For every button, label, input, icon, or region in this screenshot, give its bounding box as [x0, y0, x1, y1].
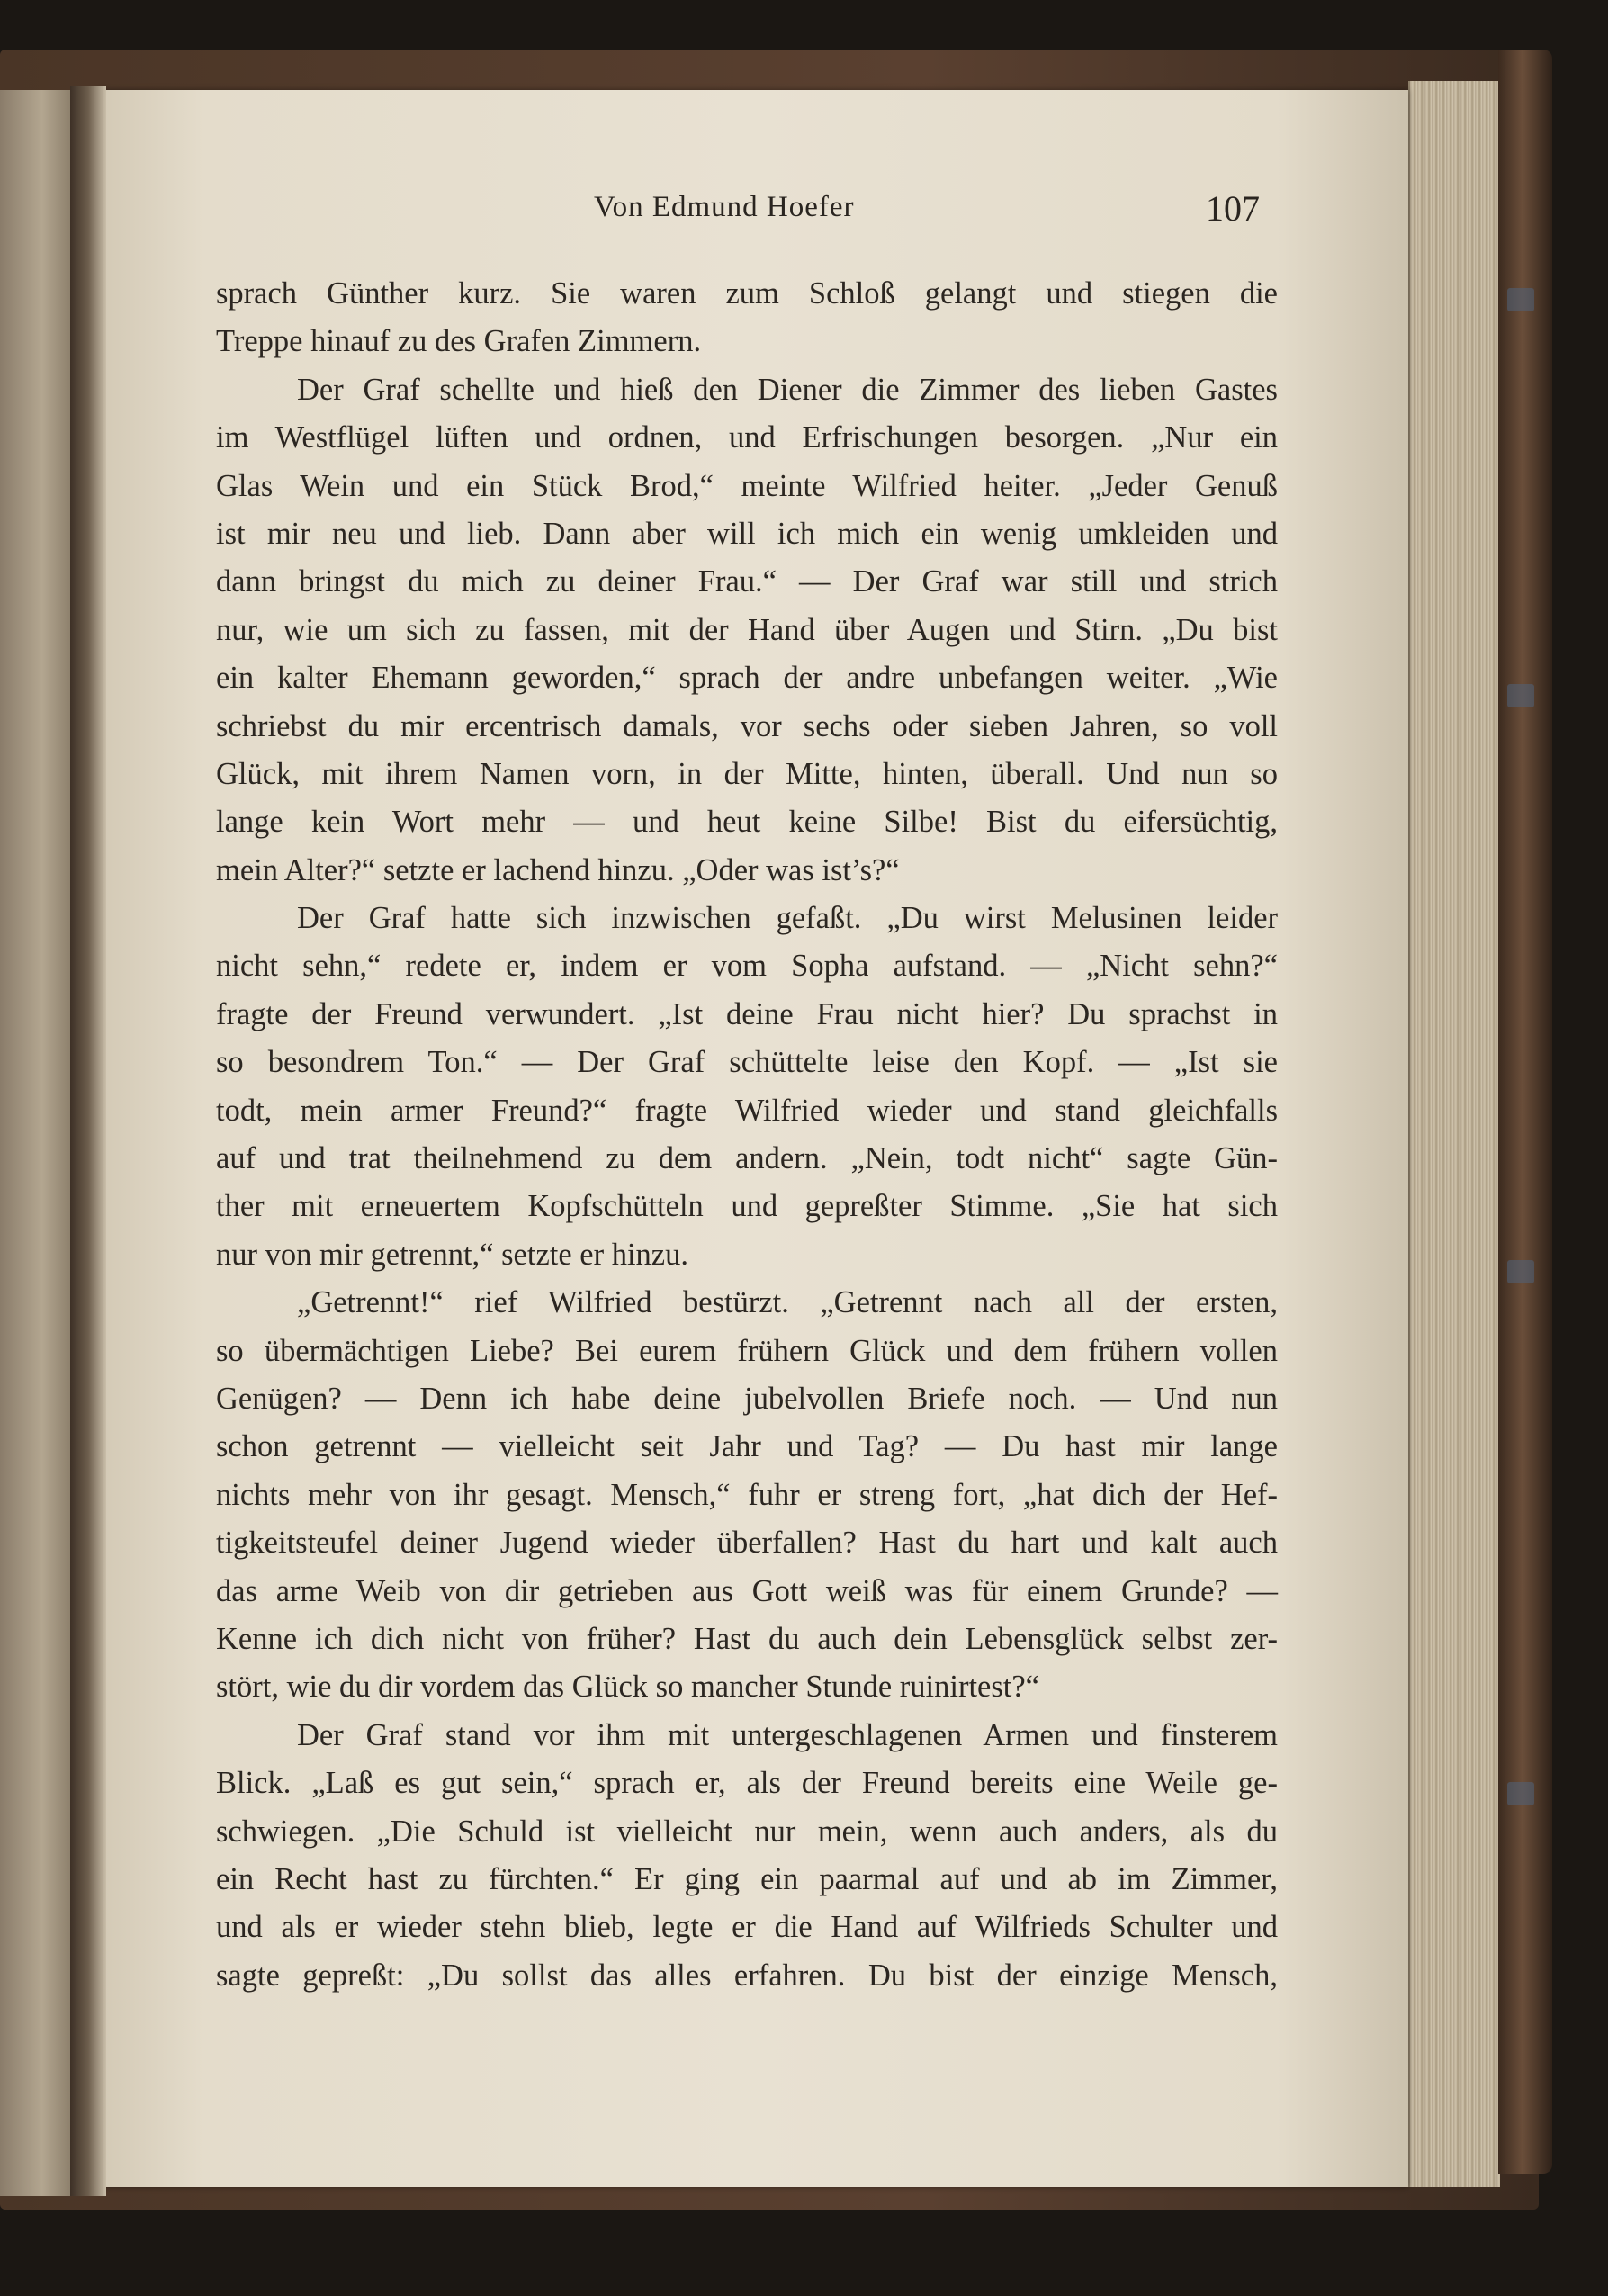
text-line: nur von mir getrennt,“ setzte er hinzu. [216, 1237, 688, 1272]
text-line: dann bringst du mich zu deiner Frau.“ — Der Graf war still und strich [216, 564, 1278, 599]
text-line: Der Graf hatte sich inzwischen gefaßt. „Du wirst Melusinen leider [297, 901, 1278, 936]
text-line: nichts mehr von ihr gesagt. Mensch,“ fuhr er streng fort, „hat dich der Hef- [216, 1477, 1278, 1512]
text-line: auf und trat theilnehmend zu dem andern. „Nein, todt nicht“ sagte Gün- [216, 1141, 1278, 1176]
text-line: im Westflügel lüften und ordnen, und Erfrischungen besorgen. „Nur ein [216, 420, 1278, 455]
running-head: Von Edmund Hoefer [594, 191, 855, 223]
left-page-edge [0, 90, 70, 2196]
text-line: Genügen? — Denn ich habe deine jubelvollen Briefe noch. — Und nun [216, 1381, 1278, 1416]
text-line: todt, mein armer Freund?“ fragte Wilfried wieder und stand gleichfalls [216, 1093, 1278, 1128]
text-line: fragte der Freund verwundert. „Ist deine Frau nicht hier? Du sprachst in [216, 996, 1278, 1031]
text-line: lange kein Wort mehr — und heut keine Silbe! Bist du eifersüchtig, [216, 805, 1278, 840]
spine-decoration [1507, 1260, 1534, 1283]
text-line: schwiegen. „Die Schuld ist vielleicht nur mein, wenn auch anders, als du [216, 1814, 1278, 1849]
page-block-edges [1408, 81, 1500, 2187]
spine-decoration [1507, 684, 1534, 707]
page-number: 107 [1206, 188, 1260, 229]
text-line: und als er wieder stehn blieb, legte er die Hand auf Wilfrieds Schulter und [216, 1910, 1278, 1945]
spine-decoration [1507, 288, 1534, 311]
text-line: ist mir neu und lieb. Dann aber will ich mich ein wenig umkleiden und [216, 516, 1278, 551]
text-line: stört, wie du dir vordem das Glück so mancher Stunde ruinirtest?“ [216, 1670, 1039, 1705]
text-line: „Getrennt!“ rief Wilfried bestürzt. „Getrennt nach all der ersten, [297, 1285, 1278, 1320]
text-line: nicht sehn,“ redete er, indem er vom Sopha aufstand. — „Nicht sehn?“ [216, 949, 1278, 984]
text-line: ein kalter Ehemann geworden,“ sprach der andre unbefangen weiter. „Wie [216, 661, 1278, 696]
text-line: sprach Günther kurz. Sie waren zum Schloß gelangt und stiegen die [216, 276, 1278, 311]
text-line: ein Recht hast zu fürchten.“ Er ging ein paarmal auf und ab im Zimmer, [216, 1861, 1278, 1896]
body-text [216, 270, 1278, 2000]
text-line: Blick. „Laß es gut sein,“ sprach er, als der Freund bereits eine Weile ge- [216, 1766, 1278, 1801]
text-line: Kenne ich dich nicht von früher? Hast du auch dein Lebensglück selbst zer- [216, 1621, 1278, 1656]
text-line: so übermächtigen Liebe? Bei eurem frühern Glück und dem frühern vollen [216, 1333, 1278, 1368]
text-line: mein Alter?“ setzte er lachend hinzu. „Oder was ist’s?“ [216, 852, 900, 887]
spine-decoration [1507, 1782, 1534, 1805]
text-line: Glas Wein und ein Stück Brod,“ meinte Wilfried heiter. „Jeder Genuß [216, 468, 1278, 503]
text-line: das arme Weib von dir getrieben aus Gott weiß was für einem Grunde? — [216, 1573, 1278, 1608]
text-line: tigkeitsteufel deiner Jugend wieder überfallen? Hast du hart und kalt auch [216, 1526, 1278, 1561]
text-line: Der Graf schellte und hieß den Diener die Zimmer des lieben Gastes [297, 372, 1278, 407]
text-line: schriebst du mir ercentrisch damals, vor sechs oder sieben Jahren, so voll [216, 708, 1278, 743]
page-gutter [70, 86, 106, 2196]
text-line: so besondrem Ton.“ — Der Graf schüttelte leise den Kopf. — „Ist sie [216, 1045, 1278, 1080]
book-spine [1498, 50, 1552, 2174]
text-line: Treppe hinauf zu des Grafen Zimmern. [216, 324, 702, 359]
text-line: nur, wie um sich zu fassen, mit der Hand über Augen und Stirn. „Du bist [216, 612, 1278, 647]
text-line: sagte gepreßt: „Du sollst das alles erfahren. Du bist der einzige Mensch, [216, 1958, 1278, 1993]
text-line: ther mit erneuertem Kopfschütteln und gepreßter Stimme. „Sie hat sich [216, 1189, 1278, 1224]
text-line: Der Graf stand vor ihm mit untergeschlagenen Armen und finsterem [297, 1717, 1278, 1752]
text-line: schon getrennt — vielleicht seit Jahr und Tag? — Du hast mir lange [216, 1429, 1278, 1464]
text-line: Glück, mit ihrem Namen vorn, in der Mitte, hinten, überall. Und nun so [216, 756, 1278, 791]
